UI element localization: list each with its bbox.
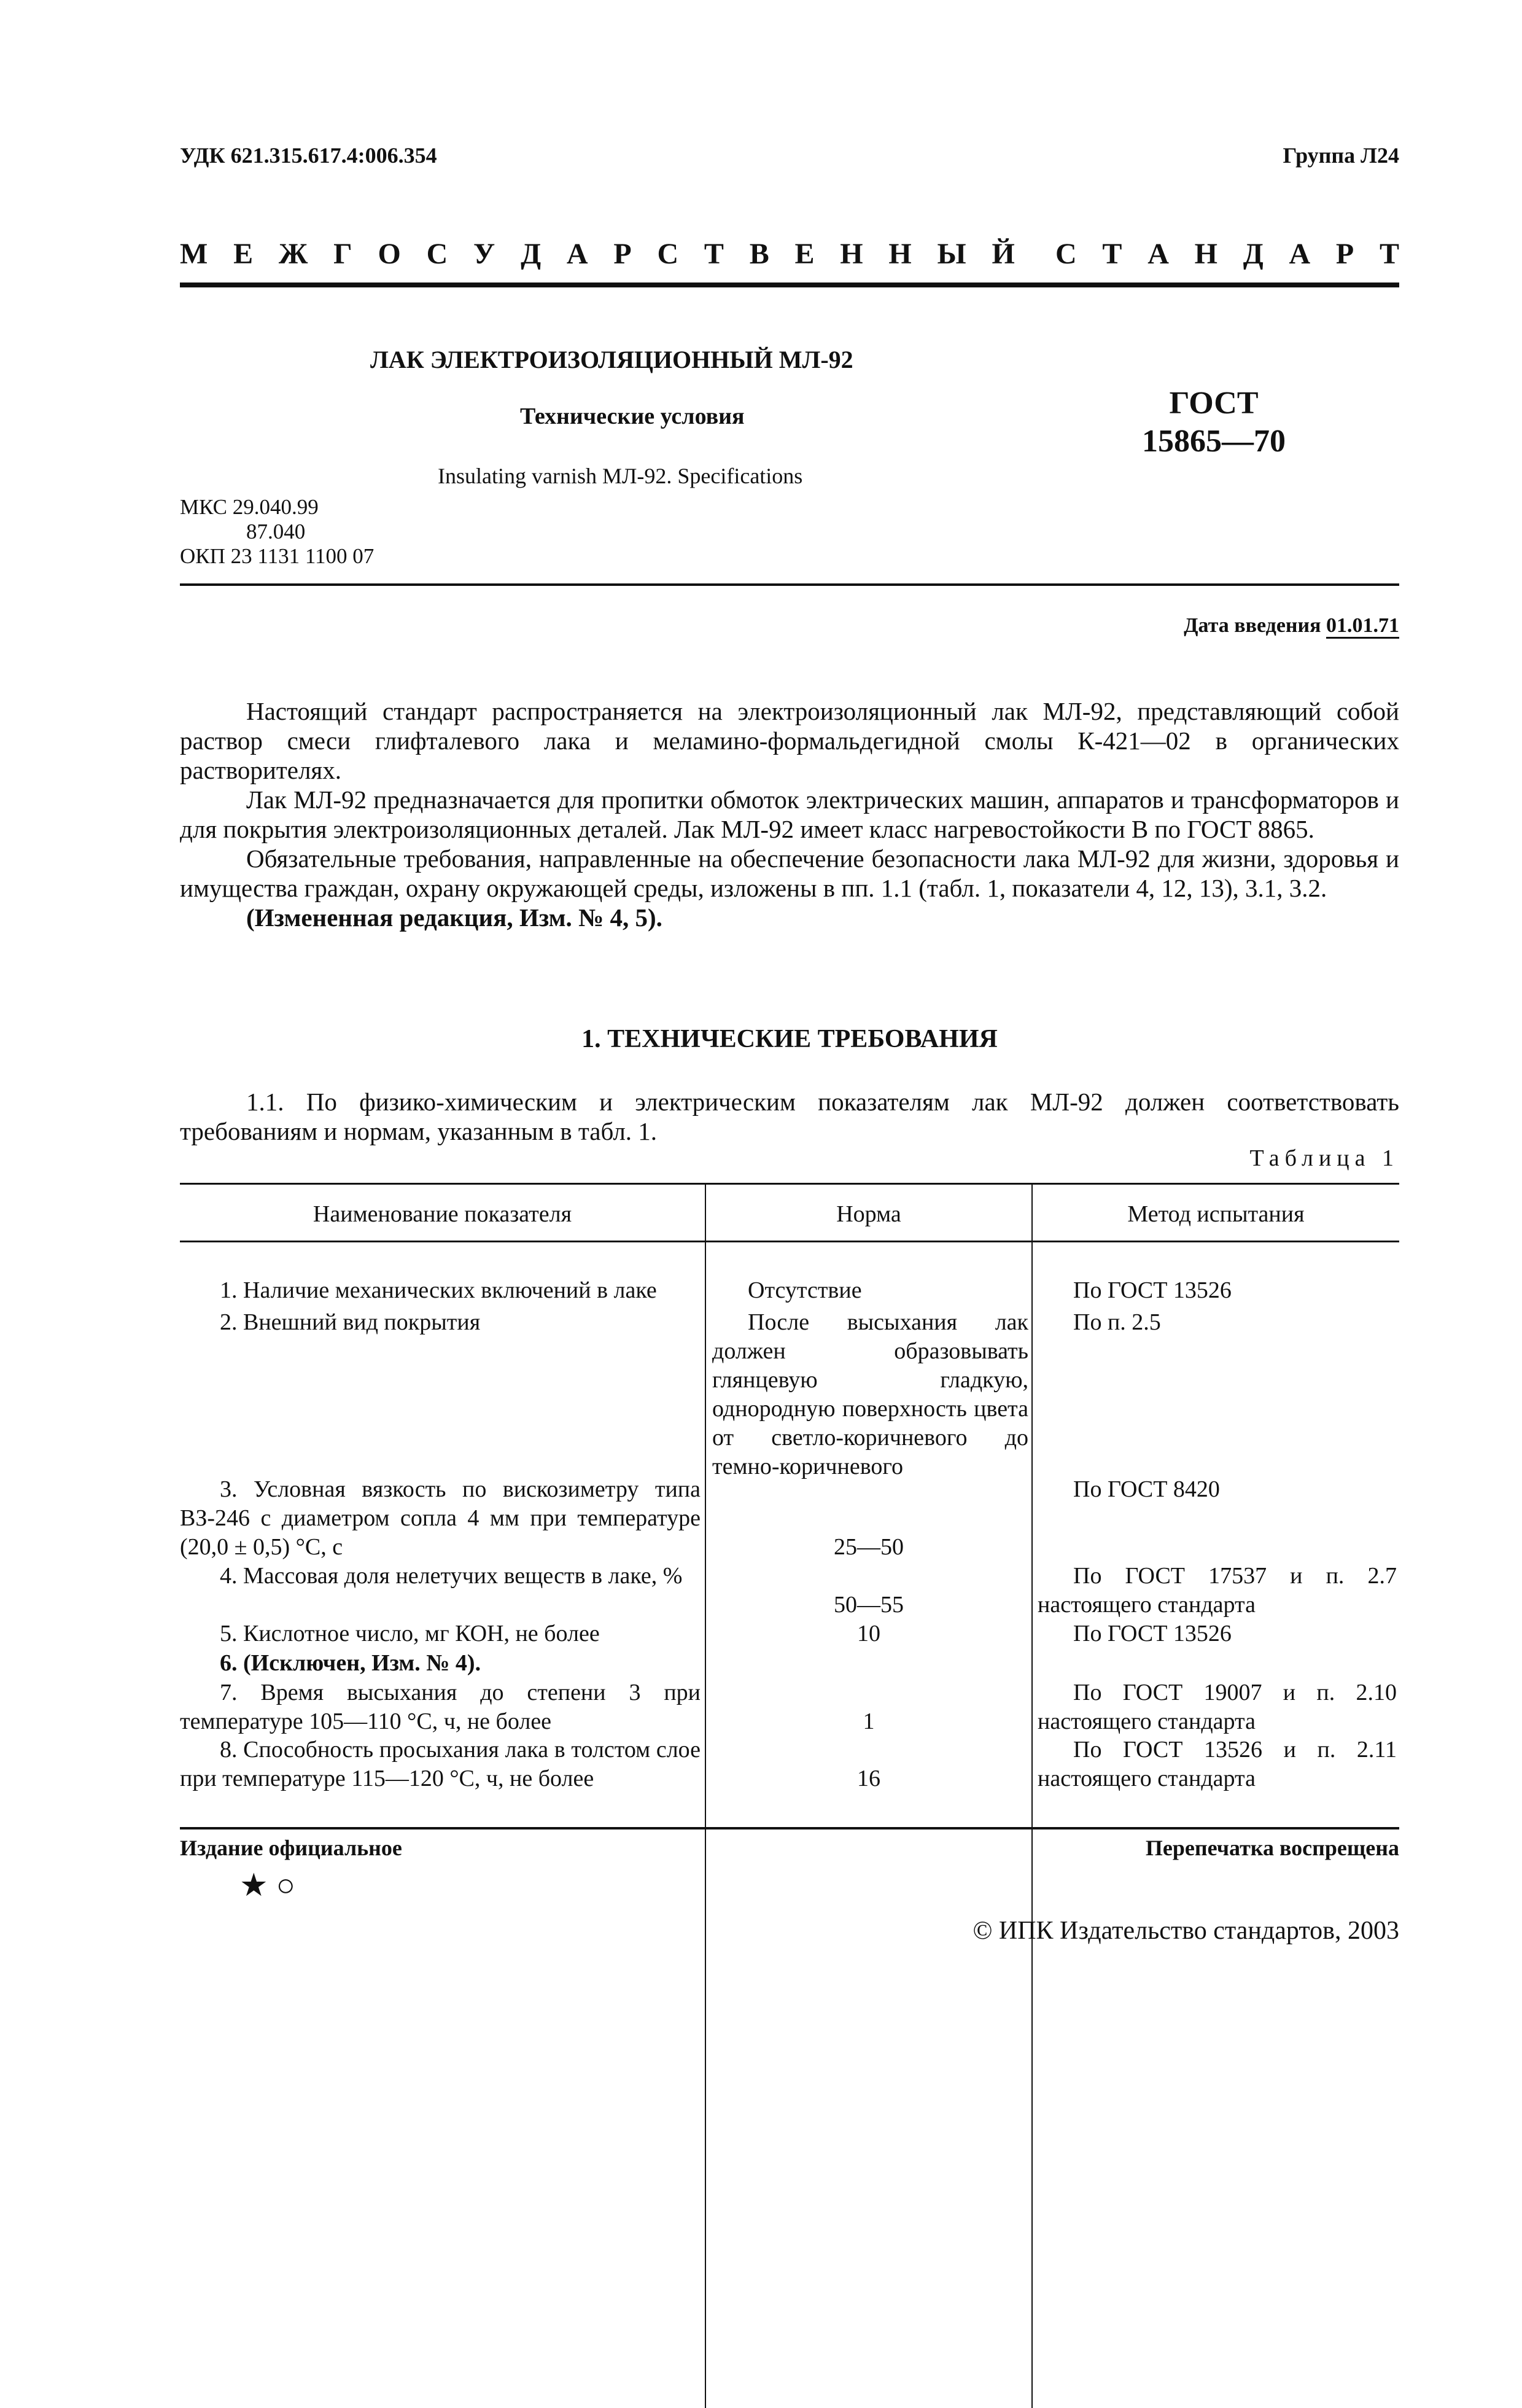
banner-letter: Н (1194, 238, 1217, 270)
table-top-rule (180, 1183, 1399, 1185)
introduction-date-label: Дата введения (1184, 614, 1321, 637)
table-cell-name: 5. Кислотное число, мг КОН, не более (220, 1621, 600, 1646)
banner-letter: Е (794, 238, 815, 270)
table-cell-method: По ГОСТ 13526 (1073, 1621, 1232, 1646)
mks-code-1: МКС 29.040.99 (180, 495, 319, 519)
table-header-method: Метод испытания (1127, 1201, 1305, 1227)
banner-letter: Р (613, 238, 632, 270)
banner-letter: С (657, 238, 679, 270)
banner-letter: А (1289, 238, 1311, 270)
footer-rule (180, 1827, 1399, 1829)
table-cell-name: 7. Время высыхания до степени 3 при температуре 105—110 °С, ч, не более (180, 1680, 701, 1734)
banner-word-interstate (180, 237, 1015, 271)
table-cell-name: 2. Внешний вид покрытия (220, 1309, 481, 1335)
banner-word-standard (1055, 237, 1399, 271)
introduction-date (1184, 614, 1399, 637)
mks-code-2: 87.040 (246, 520, 306, 544)
banner-letter: С (1055, 238, 1077, 270)
table-column-divider (705, 1183, 706, 2408)
banner-letter: Н (840, 238, 863, 270)
title-rule (180, 583, 1399, 586)
intro-paragraph: Лак МЛ-92 предназначается для пропитки обмоток электрических машин, аппаратов и трансформаторов и для покрытия электроизоляционных деталей. Лак МЛ-92 имеет класс нагревостойкости В по ГОСТ 8865. (180, 785, 1399, 843)
banner-letter: А (566, 238, 588, 270)
amendment-note: (Измененная редакция, Изм. № 4, 5). (246, 903, 662, 932)
header-rule (180, 282, 1399, 287)
document-title: ЛАК ЭЛЕКТРОИЗОЛЯЦИОННЫЙ МЛ-92 (370, 346, 853, 373)
table-cell-name: 3. Условная вязкость по вискозиметру типа ВЗ-246 с диаметром сопла 4 мм при температуре (20,0 ± 0,5) °С, с (180, 1476, 701, 1560)
standard-banner (180, 237, 1399, 271)
group-code: Группа Л24 (1283, 143, 1399, 168)
table-cell-norm: 50—55 (834, 1592, 904, 1618)
banner-letter: Е (233, 238, 254, 270)
banner-letter: Д (1243, 238, 1264, 270)
table-cell-method: По п. 2.5 (1073, 1309, 1161, 1335)
okp-code: ОКП 23 1131 1100 07 (180, 544, 375, 568)
table-cell-method: По ГОСТ 17537 и п. 2.7 настоящего стандарта (1038, 1563, 1397, 1618)
table-cell-norm: 10 (857, 1621, 880, 1646)
section-paragraph: 1.1. По физико-химическим и электрическим показателям лак МЛ-92 должен соответствовать требованиям и нормам, указанным в табл. 1. (180, 1088, 1399, 1145)
reprint-notice: Перепечатка воспрещена (1145, 1836, 1399, 1860)
table-cell-name: 6. (Исключен, Изм. № 4). (220, 1650, 481, 1676)
gost-code: 15865—70 (1142, 424, 1286, 459)
table-column-divider (1031, 1183, 1033, 2408)
table-cell-norm: 25—50 (834, 1534, 904, 1560)
banner-letter: Н (888, 238, 912, 270)
english-title: Insulating varnish МЛ-92. Specifications (438, 464, 803, 488)
gost-label: ГОСТ (1169, 386, 1259, 421)
intro-paragraph: Настоящий стандарт распространяется на электроизоляционный лак МЛ-92, представляющий собой раствор смеси глифталевого лака и меламино-формальдегидной смолы К-421—02 в органических растворителях. (180, 697, 1399, 784)
banner-letter: В (749, 238, 769, 270)
banner-letter: М (180, 238, 208, 270)
edition-marks: ★ ○ (239, 1868, 296, 1903)
table-cell-method: По ГОСТ 13526 (1073, 1277, 1232, 1303)
banner-letter: А (1147, 238, 1169, 270)
udk-code: УДК 621.315.617.4:006.354 (180, 143, 437, 168)
banner-letter: Т (1102, 238, 1122, 270)
table-header-name: Наименование показателя (313, 1201, 572, 1227)
banner-letter: У (473, 238, 495, 270)
copyright: © ИПК Издательство стандартов, 2003 (973, 1917, 1399, 1945)
table-cell-method: По ГОСТ 19007 и п. 2.10 настоящего стандарта (1038, 1680, 1397, 1734)
banner-letter: Ы (937, 238, 966, 270)
banner-letter: Й (992, 238, 1015, 270)
document-subtitle: Технические условия (520, 403, 745, 429)
table-cell-method: По ГОСТ 8420 (1073, 1476, 1220, 1502)
banner-letter: Г (333, 238, 352, 270)
gost-number (1137, 384, 1291, 461)
section-title: 1. ТЕХНИЧЕСКИЕ ТРЕБОВАНИЯ (581, 1025, 998, 1053)
banner-letter: Т (1379, 238, 1399, 270)
introduction-date-value: 01.01.71 (1326, 614, 1399, 637)
table-header-rule (180, 1241, 1399, 1242)
table-cell-norm: Отсутствие (748, 1277, 862, 1303)
banner-letter: Р (1335, 238, 1354, 270)
table-cell-name: 8. Способность просыхания лака в толстом слое при температуре 115—120 °С, ч, не более (180, 1737, 701, 1791)
intro-paragraph: Обязательные требования, направленные на обеспечение безопасности лака МЛ-92 для жизни, здоровья и имущества граждан, охрану окружающей среды, изложены в пп. 1.1 (табл. 1, показатели 4, 12, 13), 3.1, 3.2. (180, 844, 1399, 902)
table-cell-norm: 1 (863, 1709, 875, 1734)
table-cell-name: 1. Наличие механических включений в лаке (220, 1277, 657, 1303)
table-cell-norm: После высыхания лак должен образовывать глянцевую гладкую, однородную поверхность цвета от светло-коричневого до темно-коричневого (712, 1309, 1028, 1479)
table-cell-method: По ГОСТ 13526 и п. 2.11 настоящего стандарта (1038, 1737, 1397, 1791)
section-text (180, 1087, 1399, 1146)
table-cell-name: 4. Массовая доля нелетучих веществ в лаке, % (220, 1563, 683, 1589)
banner-letter: Ж (278, 238, 308, 270)
banner-letter: С (426, 238, 448, 270)
banner-letter: О (378, 238, 401, 270)
official-edition: Издание официальное (180, 1836, 402, 1860)
classification-codes (180, 495, 374, 569)
table-cell-norm: 16 (857, 1766, 880, 1791)
intro-text (180, 696, 1399, 932)
banner-letter: Д (521, 238, 542, 270)
table-header-norm: Норма (836, 1201, 901, 1227)
table-caption: Таблица 1 (1249, 1145, 1399, 1171)
banner-letter: Т (704, 238, 724, 270)
